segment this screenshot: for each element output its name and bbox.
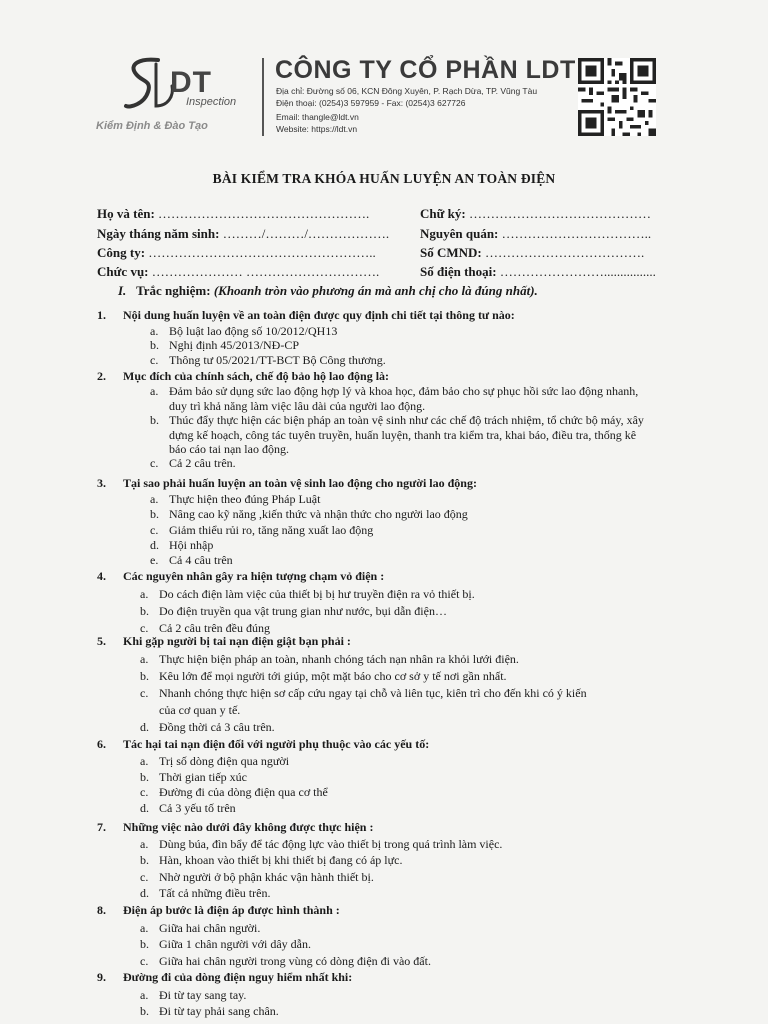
logo-tagline: Kiểm Định & Đào Tạo xyxy=(96,120,208,132)
dob-label: Ngày tháng năm sinh: xyxy=(97,226,220,241)
answer-option[interactable] xyxy=(140,837,502,852)
option-letter: a. xyxy=(150,323,159,338)
option-text: Do cách điện làm việc của thiết bị bị hư truyền điện ra vỏ thiết bị. xyxy=(159,587,475,601)
option-letter: b. xyxy=(140,669,149,683)
option-text: Nâng cao kỹ năng ,kiến thức và nhận thức cho người lao động xyxy=(169,507,468,522)
question-8 xyxy=(97,903,340,918)
option-letter: d. xyxy=(140,885,149,900)
answer-option-continuation xyxy=(150,442,289,457)
question-text: Các nguyên nhân gây ra hiện tượng chạm vỏ điện : xyxy=(123,569,385,583)
question-number: 3. xyxy=(97,476,106,490)
answer-option[interactable] xyxy=(140,669,507,684)
form-row-hometown xyxy=(420,226,651,242)
option-letter: b. xyxy=(140,769,149,784)
option-letter: a. xyxy=(140,652,149,666)
answer-option[interactable] xyxy=(150,353,386,368)
answer-option[interactable] xyxy=(140,720,275,735)
logo-swoosh-icon xyxy=(118,56,178,114)
answer-option[interactable] xyxy=(140,754,289,769)
option-letter: b. xyxy=(140,937,149,951)
option-letter: c. xyxy=(140,869,149,884)
answer-option-continuation xyxy=(150,428,636,443)
option-letter: c. xyxy=(140,621,149,635)
option-text: Giữa hai chân người. xyxy=(159,920,261,935)
id-label: Số CMND: xyxy=(420,245,482,260)
question-4 xyxy=(97,569,384,584)
qr-code-icon xyxy=(578,58,656,136)
option-text: Nhờ người ở bộ phận khác vận hành thiết bị. xyxy=(159,869,374,884)
answer-option-continuation xyxy=(150,399,425,414)
option-text: Cả 3 yếu tố trên xyxy=(159,801,236,816)
option-letter: a. xyxy=(140,753,149,768)
answer-option[interactable] xyxy=(150,324,337,339)
option-text: Hội nhập xyxy=(169,537,214,552)
company-phone: Điện thoại: (0254)3 597959 - Fax: (0254)3 627726 xyxy=(276,98,466,108)
answer-option[interactable] xyxy=(150,523,373,538)
option-letter: a. xyxy=(140,920,149,935)
header-divider xyxy=(262,58,264,136)
option-letter: b. xyxy=(150,338,159,353)
logo-subtitle: Inspection xyxy=(186,96,237,108)
question-1 xyxy=(97,308,515,323)
question-5 xyxy=(97,634,351,649)
company-email: Email: thangle@ldt.vn xyxy=(276,112,359,122)
option-letter: c. xyxy=(140,686,149,700)
section-number: I. xyxy=(118,283,127,298)
answer-option[interactable] xyxy=(150,413,644,428)
option-letter: d. xyxy=(150,537,159,552)
phone-field[interactable]: ……………………................ xyxy=(499,264,656,279)
option-letter: d. xyxy=(140,801,149,816)
option-text: Hàn, khoan vào thiết bị khi thiết bị đang có áp lực. xyxy=(159,853,403,868)
option-text: Dùng búa, đìn bẩy để tác động lực vào thiết bị trong quá trình làm việc. xyxy=(159,837,503,852)
option-text: Thực hiện theo đúng Pháp Luật xyxy=(169,492,321,507)
answer-option[interactable] xyxy=(140,604,447,619)
section-title: Trắc nghiệm: xyxy=(136,283,211,298)
option-text: Thúc đẩy thực hiện các biện pháp an toàn vệ sinh như các chế độ trách nhiệm, tổ chức bộ máy, xây xyxy=(169,413,644,428)
company-label: Công ty: xyxy=(97,245,146,260)
question-number: 4. xyxy=(97,569,106,583)
option-letter: b. xyxy=(140,604,149,618)
answer-option[interactable] xyxy=(140,886,270,901)
option-text: báo cáo tai nạn lao động. xyxy=(169,442,289,456)
question-7 xyxy=(97,820,373,835)
question-2 xyxy=(97,369,389,384)
answer-option[interactable] xyxy=(140,937,311,952)
answer-option[interactable] xyxy=(140,853,402,868)
question-number: 6. xyxy=(97,737,106,751)
hometown-label: Nguyên quán: xyxy=(420,226,499,241)
logo-text: DT xyxy=(170,66,212,99)
option-letter: d. xyxy=(140,720,149,734)
question-text: Mục đích của chính sách, chế độ bảo hộ lao động là: xyxy=(123,369,390,383)
option-text: Giảm thiểu rủi ro, tăng năng xuất lao động xyxy=(169,522,374,537)
answer-option[interactable] xyxy=(140,954,431,969)
option-text: Đồng thời cả 3 câu trên. xyxy=(159,720,275,734)
option-letter: c. xyxy=(150,456,159,471)
option-text: Thông tư 05/2021/TT-BCT Bộ Công thương. xyxy=(169,353,386,368)
question-text: Đường đi của dòng điện nguy hiểm nhất khi: xyxy=(123,970,353,984)
option-letter: c. xyxy=(150,522,159,537)
form-row-dob xyxy=(97,226,389,242)
answer-option[interactable] xyxy=(140,785,328,800)
form-row-position xyxy=(97,264,379,280)
answer-option[interactable] xyxy=(140,988,246,1003)
answer-option[interactable] xyxy=(140,686,587,701)
company-address: Địa chỉ: Đường số 06, KCN Đông Xuyên, P. Rạch Dừa, TP. Vũng Tàu xyxy=(276,86,538,96)
position-label: Chức vụ: xyxy=(97,264,149,279)
answer-option[interactable] xyxy=(150,553,233,568)
option-letter: a. xyxy=(140,587,149,601)
option-text: Do điện truyền qua vật trung gian như nước, bụi dẫn điện… xyxy=(159,604,447,618)
question-number: 8. xyxy=(97,903,106,917)
form-row-company xyxy=(97,245,376,261)
dob-field[interactable]: ………/………/………………. xyxy=(222,226,390,241)
company-name: CÔNG TY CỔ PHẦN LDT xyxy=(275,56,576,84)
option-letter: c. xyxy=(150,353,159,368)
section-heading xyxy=(118,283,538,299)
option-letter: c. xyxy=(140,785,149,800)
form-row-signature xyxy=(420,206,651,222)
section-instruction: (Khoanh tròn vào phương án mà anh chị cho là đúng nhất). xyxy=(213,283,538,298)
option-letter: a. xyxy=(140,987,149,1002)
option-text: Kêu lớn để mọi người tới giúp, một mặt báo cho cơ sở y tế nơi gần nhất. xyxy=(159,669,507,683)
answer-option[interactable] xyxy=(150,456,236,471)
question-text: Khi gặp người bị tai nạn điện giật bạn phải : xyxy=(123,634,351,648)
option-text: Tất cả những điều trên. xyxy=(159,885,271,900)
answer-option[interactable] xyxy=(150,538,213,553)
form-row-id xyxy=(420,245,644,261)
question-text: Tác hại tai nạn điện đối với người phụ thuộc vào các yếu tố: xyxy=(123,737,430,751)
option-letter: b. xyxy=(150,413,159,428)
question-3 xyxy=(97,476,477,491)
option-text: Giữa 1 chân người với dây dẫn. xyxy=(159,937,311,951)
company-website: Website: https://ldt.vn xyxy=(276,124,358,134)
option-text: dựng kế hoạch, công tác tuyên truyền, huấn luyện, thanh tra kiểm tra, khai báo, điều tra, thống kê xyxy=(169,427,637,442)
option-text: Giữa hai chân người trong vùng có dòng điện đi vào đất. xyxy=(159,953,431,968)
answer-option[interactable] xyxy=(140,587,475,602)
option-letter: b. xyxy=(140,853,149,868)
option-text: Nghị định 45/2013/NĐ-CP xyxy=(169,338,300,353)
option-text: Bộ luật lao động số 10/2012/QH13 xyxy=(169,323,338,338)
option-letter: b. xyxy=(140,1004,149,1018)
option-letter: e. xyxy=(150,553,159,567)
question-number: 5. xyxy=(97,634,106,648)
option-text: Đường đi của dòng điện qua cơ thể xyxy=(159,785,328,800)
option-letter: b. xyxy=(150,507,159,522)
id-field[interactable]: ………………………………. xyxy=(485,245,645,260)
option-text: Trị số dòng điện qua người xyxy=(159,753,290,768)
option-letter: c. xyxy=(140,953,149,968)
option-text: Nhanh chóng thực hiện sơ cấp cứu ngay tại chỗ và liên tục, kiên trì cho đến khi có ý kiến xyxy=(159,686,587,700)
question-text: Điện áp bước là điện áp được hình thành : xyxy=(123,903,340,917)
option-text: Cả 4 câu trên xyxy=(169,553,233,567)
hometown-field[interactable]: …………………………….. xyxy=(501,226,652,241)
option-text: duy trì khả năng làm việc lâu dài của người lao động. xyxy=(169,398,426,413)
company-field[interactable]: …………………………………………….. xyxy=(148,245,376,260)
answer-option[interactable] xyxy=(140,870,374,885)
option-letter: a. xyxy=(150,492,159,507)
answer-option[interactable] xyxy=(150,338,299,353)
question-text: Nội dung huấn luyện về an toàn điện được quy định chi tiết tại thông tư nào: xyxy=(123,308,515,322)
company-logo xyxy=(96,56,258,136)
question-text: Những việc nào dưới đây không được thực hiện : xyxy=(123,820,374,834)
name-label: Họ và tên: xyxy=(97,206,155,221)
answer-option[interactable] xyxy=(150,507,468,522)
answer-option[interactable] xyxy=(150,384,638,399)
question-6 xyxy=(97,737,429,752)
question-number: 7. xyxy=(97,820,106,834)
option-text: Đảm bảo sử dụng sức lao động hợp lý và khoa học, đảm bảo cho sự phục hồi sức lao động nhanh, xyxy=(169,384,639,399)
answer-option[interactable] xyxy=(140,652,519,667)
option-text: Cả 2 câu trên đều đúng xyxy=(159,621,270,635)
option-letter: a. xyxy=(150,384,159,399)
option-text: của cơ quan y tế. xyxy=(159,703,241,717)
signature-field[interactable]: …………………………………… xyxy=(468,206,651,221)
option-text: Thời gian tiếp xúc xyxy=(159,769,247,784)
option-text: Cả 2 câu trên. xyxy=(169,456,236,471)
answer-option-continuation xyxy=(140,703,240,718)
question-9 xyxy=(97,970,352,985)
form-row-name xyxy=(97,206,369,222)
answer-option[interactable] xyxy=(140,1004,279,1019)
question-number: 9. xyxy=(97,970,106,984)
signature-label: Chữ ký: xyxy=(420,206,466,221)
option-letter: a. xyxy=(140,837,149,852)
option-text: Đi từ tay sang tay. xyxy=(159,987,247,1002)
position-field[interactable]: ………………… …………………………. xyxy=(151,264,380,279)
option-text: Thực hiện biện pháp an toàn, nhanh chóng tách nạn nhân ra khỏi lưới điện. xyxy=(159,652,519,666)
form-row-phone xyxy=(420,264,656,280)
phone-label: Số điện thoại: xyxy=(420,264,497,279)
page-title: BÀI KIỂM TRA KHÓA HUẤN LUYỆN AN TOÀN ĐIỆN xyxy=(212,171,556,186)
answer-option[interactable] xyxy=(150,492,320,507)
question-number: 2. xyxy=(97,369,106,383)
option-text: Đi từ tay phải sang chân. xyxy=(159,1004,279,1018)
name-field[interactable]: …………………………………………. xyxy=(158,206,370,221)
answer-option[interactable] xyxy=(140,921,260,936)
answer-option[interactable] xyxy=(140,770,247,785)
question-text: Tại sao phải huấn luyện an toàn vệ sinh lao động cho người lao động: xyxy=(123,476,477,490)
question-number: 1. xyxy=(97,308,106,322)
answer-option[interactable] xyxy=(140,801,236,816)
